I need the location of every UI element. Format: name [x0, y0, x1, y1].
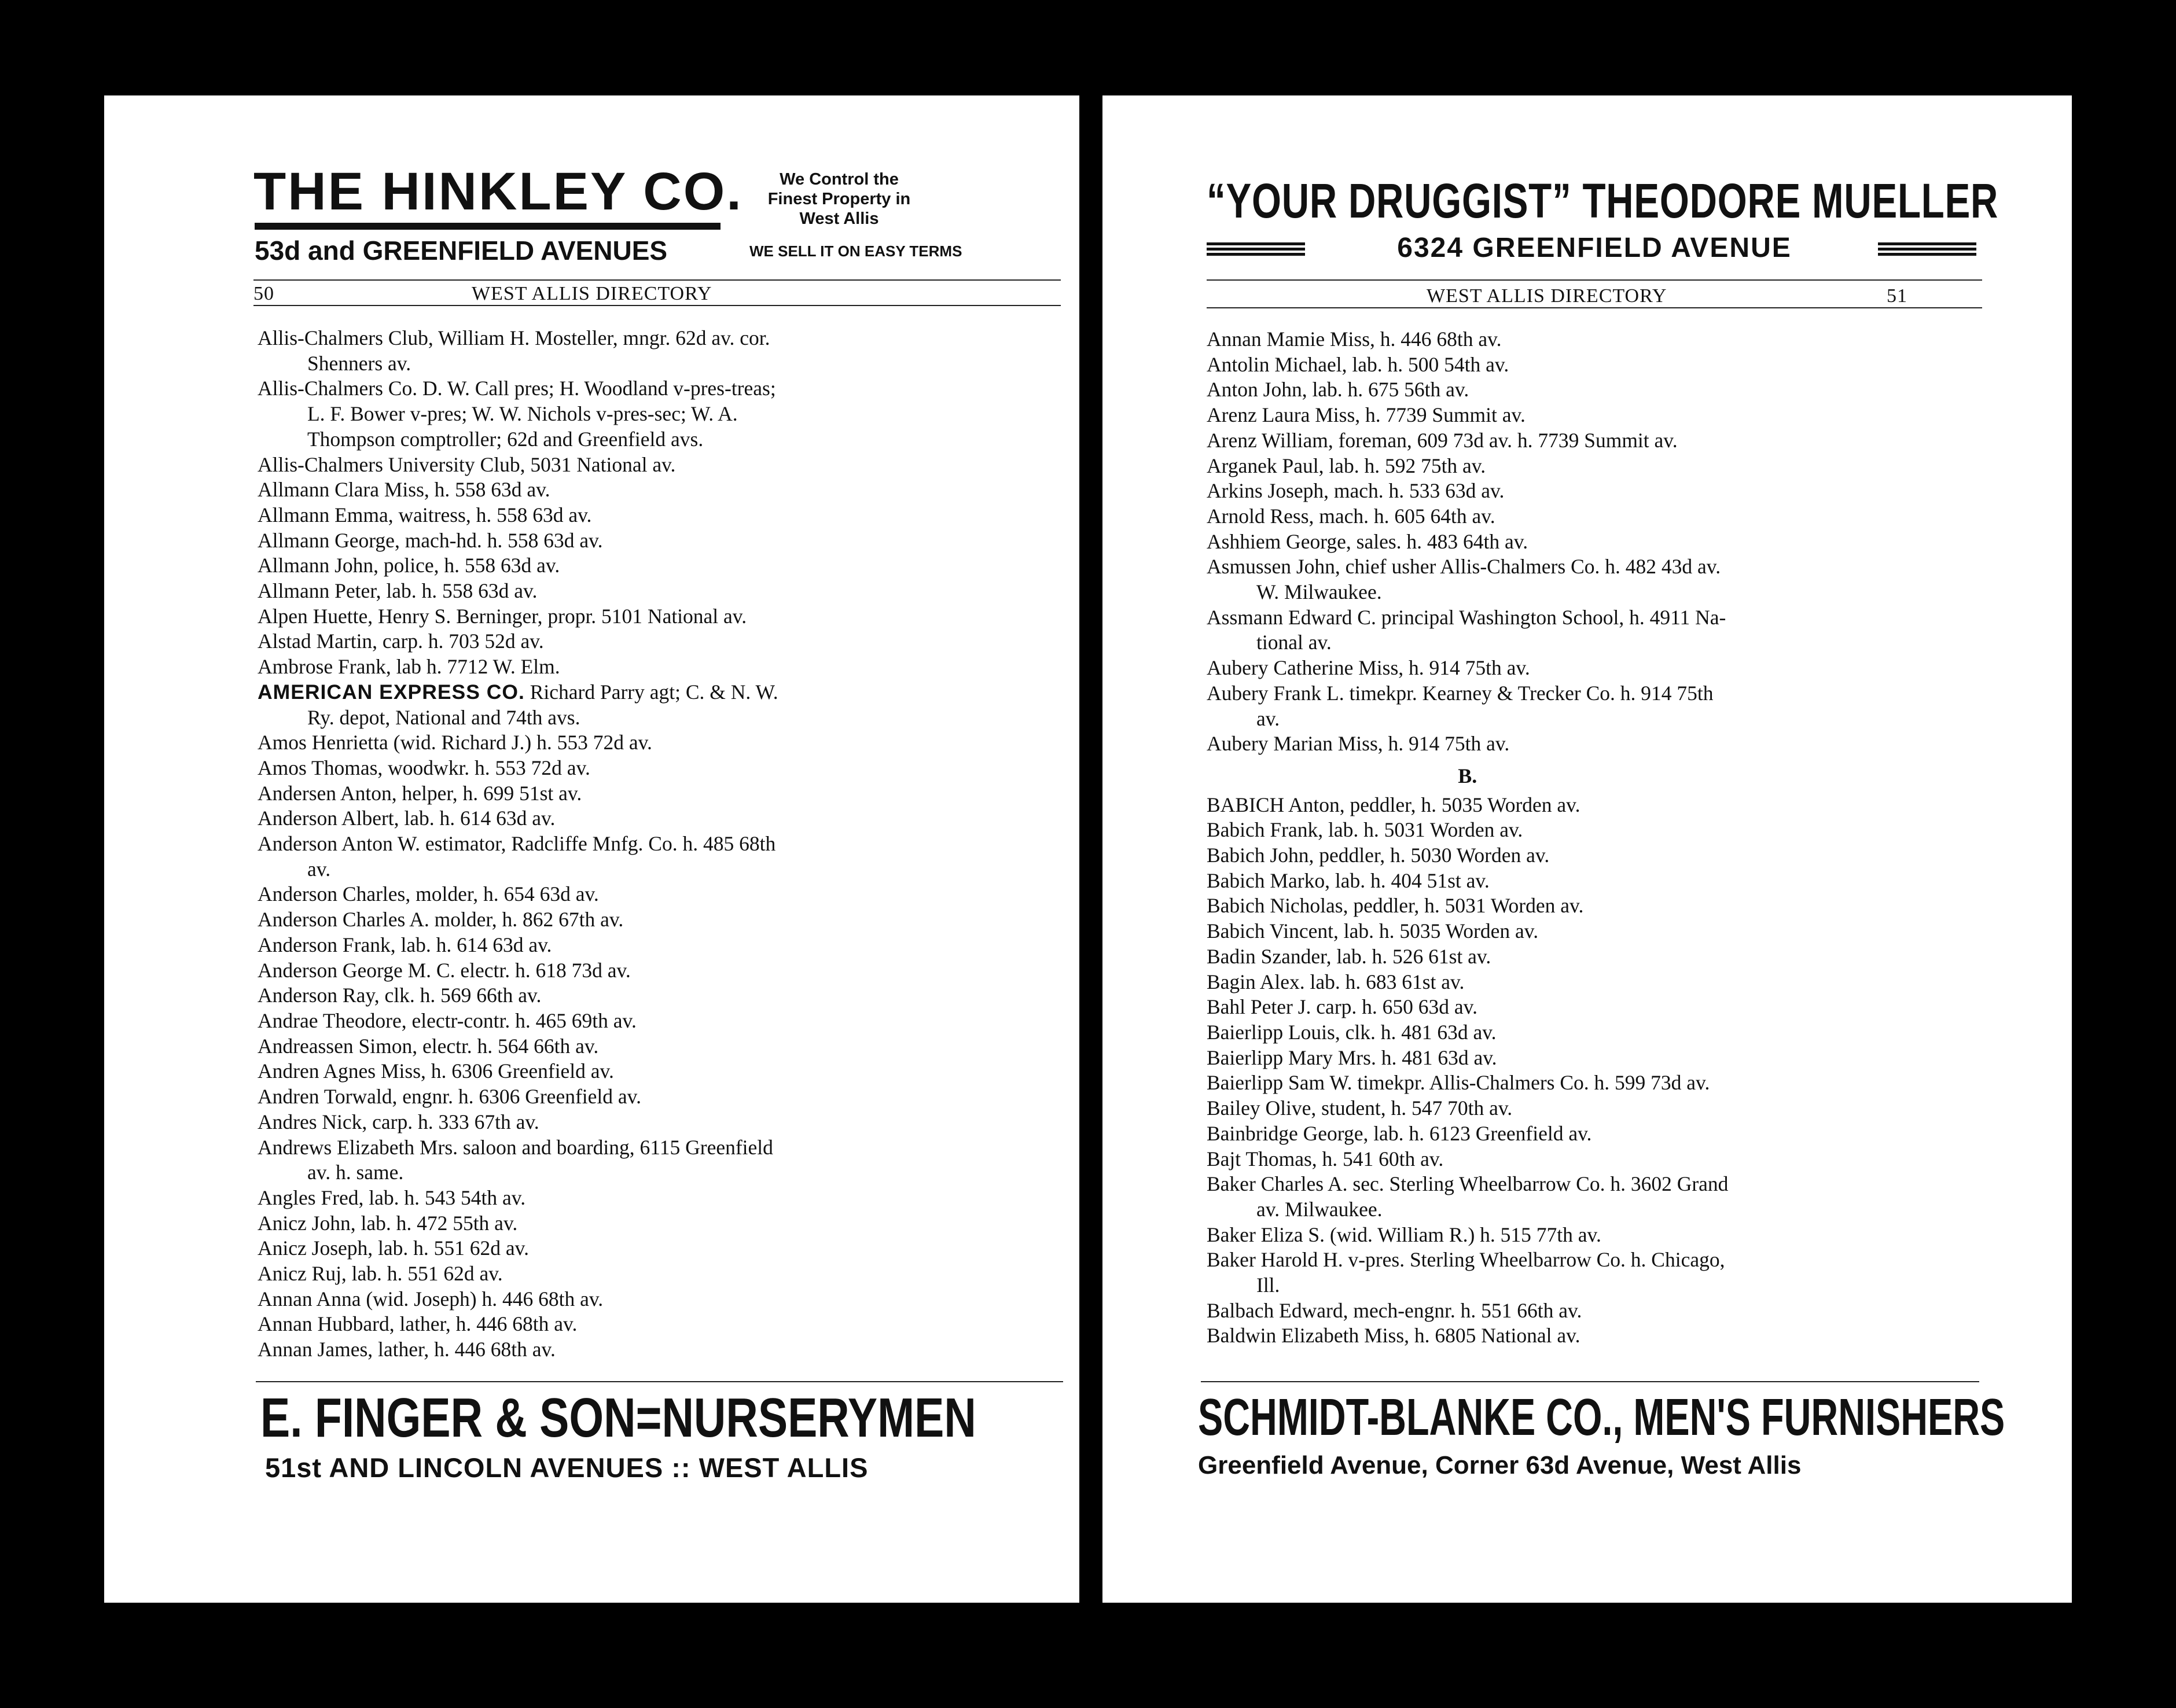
hinkley-tagline-line: Finest Property in — [767, 190, 911, 208]
page-number: 51 — [1887, 285, 1907, 307]
directory-entry: Annan James, lather, h. 446 68th av. — [258, 1338, 556, 1361]
directory-entry: Allmann Peter, lab. h. 558 63d av. — [258, 579, 538, 603]
directory-entry: Andrae Theodore, electr-contr. h. 465 69th av. — [258, 1008, 637, 1032]
directory-entry-continuation: Shenners av. — [307, 351, 411, 375]
directory-entry: BABICH Anton, peddler, h. 5035 Worden av. — [1207, 793, 1580, 816]
directory-entry: Bainbridge George, lab. h. 6123 Greenfield av. — [1207, 1121, 1592, 1145]
directory-entry: Allmann Clara Miss, h. 558 63d av. — [258, 478, 550, 502]
directory-entry: Arenz Laura Miss, h. 7739 Summit av. — [1207, 403, 1526, 427]
hinkley-rule — [255, 223, 721, 230]
directory-entry: Anderson Anton W. estimator, Radcliffe Mnfg. Co. h. 485 68th — [258, 832, 776, 856]
directory-entry: Arnold Ress, mach. h. 605 64th av. — [1207, 504, 1495, 528]
directory-entry: Ashhiem George, sales. h. 483 64th av. — [1207, 529, 1528, 553]
directory-entry: Bailey Olive, student, h. 547 70th av. — [1207, 1096, 1513, 1120]
directory-entry-continuation: Ill. — [1256, 1273, 1280, 1297]
hinkley-terms: WE SELL IT ON EASY TERMS — [749, 242, 962, 260]
right-page — [1102, 95, 2072, 1603]
directory-entry: Annan Mamie Miss, h. 446 68th av. — [1207, 327, 1502, 351]
directory-entry: Anicz John, lab. h. 472 55th av. — [258, 1211, 518, 1235]
directory-entry: Baker Eliza S. (wid. William R.) h. 515 77th av. — [1207, 1223, 1601, 1246]
directory-entry: Arganek Paul, lab. h. 592 75th av. — [1207, 454, 1486, 477]
directory-entry: Anderson Ray, clk. h. 569 66th av. — [258, 984, 542, 1007]
directory-entry: Anderson Albert, lab. h. 614 63d av. — [258, 807, 556, 830]
directory-entry: Anderson Frank, lab. h. 614 63d av. — [258, 933, 552, 956]
directory-entry: Baker Charles A. sec. Sterling Wheelbarrow Co. h. 3602 Grand — [1207, 1172, 1729, 1196]
directory-entry: Baldwin Elizabeth Miss, h. 6805 National av. — [1207, 1324, 1580, 1348]
directory-entry: Ambrose Frank, lab h. 7712 W. Elm. — [258, 655, 560, 679]
header-rule — [253, 279, 1061, 281]
hinkley-tagline — [744, 170, 935, 229]
directory-entry: Angles Fred, lab. h. 543 54th av. — [258, 1186, 526, 1209]
directory-entry: Anton John, lab. h. 675 56th av. — [1207, 378, 1469, 402]
footer-rule — [256, 1381, 1063, 1382]
directory-entry: Alpen Huette, Henry S. Berninger, propr. 5101 National av. — [258, 604, 747, 628]
directory-entry-firm — [258, 680, 778, 705]
directory-entry: Babich Vincent, lab. h. 5035 Worden av. — [1207, 919, 1539, 943]
directory-entry: Aubery Marian Miss, h. 914 75th av. — [1207, 732, 1510, 756]
directory-entry: Bagin Alex. lab. h. 683 61st av. — [1207, 970, 1465, 993]
directory-entry: Arkins Joseph, mach. h. 533 63d av. — [1207, 479, 1505, 503]
directory-entry: Baierlipp Sam W. timekpr. Allis-Chalmers Co. h. 599 73d av. — [1207, 1071, 1710, 1095]
directory-entry: Balbach Edward, mech-engnr. h. 551 66th av. — [1207, 1298, 1582, 1322]
schmidt-ad-address: Greenfield Avenue, Corner 63d Avenue, West Allis — [1198, 1451, 1802, 1479]
directory-entry: Allmann Emma, waitress, h. 558 63d av. — [258, 503, 592, 527]
directory-entry: Babich John, peddler, h. 5030 Worden av. — [1207, 844, 1550, 867]
directory-entry: Allis-Chalmers University Club, 5031 National av. — [258, 452, 676, 476]
directory-entry: Babich Frank, lab. h. 5031 Worden av. — [1207, 818, 1523, 842]
druggist-address: 6324 GREENFIELD AVENUE — [1397, 233, 1792, 263]
finger-ad-address: 51st AND LINCOLN AVENUES :: WEST ALLIS — [265, 1452, 869, 1483]
directory-entry: Andersen Anton, helper, h. 699 51st av. — [258, 781, 582, 805]
directory-entry: Allmann John, police, h. 558 63d av. — [258, 554, 560, 577]
running-title: WEST ALLIS DIRECTORY — [472, 283, 712, 304]
directory-entry: Babich Nicholas, peddler, h. 5031 Worden av. — [1207, 894, 1584, 918]
directory-entry: Badin Szander, lab. h. 526 61st av. — [1207, 944, 1491, 968]
directory-entry: Antolin Michael, lab. h. 500 54th av. — [1207, 352, 1509, 376]
directory-entry-continuation: W. Milwaukee. — [1256, 580, 1382, 604]
directory-entry: Baierlipp Louis, clk. h. 481 63d av. — [1207, 1020, 1497, 1044]
directory-entry: Bahl Peter J. carp. h. 650 63d av. — [1207, 995, 1477, 1019]
hinkley-tagline-line: We Control the — [780, 170, 899, 189]
directory-entry: Assmann Edward C. principal Washington School, h. 4911 Na- — [1207, 605, 1726, 629]
directory-entry: Amos Henrietta (wid. Richard J.) h. 553 72d av. — [258, 731, 652, 754]
hinkley-address: 53d and GREENFIELD AVENUES — [255, 235, 668, 266]
section-letter: B. — [1458, 764, 1477, 787]
directory-entry: Alstad Martin, carp. h. 703 52d av. — [258, 630, 544, 653]
directory-entry: Anicz Joseph, lab. h. 551 62d av. — [258, 1236, 529, 1260]
directory-entry: Amos Thomas, woodwkr. h. 553 72d av. — [258, 756, 590, 779]
directory-entry: Allmann George, mach-hd. h. 558 63d av. — [258, 528, 603, 552]
directory-entry: Bajt Thomas, h. 541 60th av. — [1207, 1147, 1444, 1170]
directory-entry: Andrews Elizabeth Mrs. saloon and boarding, 6115 Greenfield — [258, 1135, 773, 1159]
directory-entry: Andren Agnes Miss, h. 6306 Greenfield av. — [258, 1059, 614, 1083]
header-rule — [1207, 279, 1982, 281]
header-rule — [1207, 307, 1982, 308]
schmidt-ad-name: SCHMIDT-BLANKE CO., MEN'S FURNISHERS — [1198, 1389, 2005, 1446]
directory-entry: Asmussen John, chief usher Allis-Chalmers Co. h. 482 43d av. — [1207, 555, 1721, 579]
directory-entry: Anderson George M. C. electr. h. 618 73d av. — [258, 958, 631, 982]
directory-entry: Allis-Chalmers Co. D. W. Call pres; H. Woodland v-pres-treas; — [258, 377, 776, 400]
directory-entry: Annan Hubbard, lather, h. 446 68th av. — [258, 1312, 578, 1336]
directory-entry: Babich Marko, lab. h. 404 51st av. — [1207, 868, 1490, 892]
firm-details: Richard Parry agt; C. & N. W. — [530, 680, 778, 704]
decorative-bars — [1878, 242, 1976, 256]
directory-entry: Annan Anna (wid. Joseph) h. 446 68th av. — [258, 1287, 604, 1311]
directory-entry-continuation: Thompson comptroller; 62d and Greenfield avs. — [307, 427, 704, 451]
directory-entries — [258, 326, 778, 1363]
directory-entry-continuation: av. Milwaukee. — [1256, 1197, 1383, 1221]
directory-entry-continuation: av. — [1256, 706, 1280, 730]
footer-rule — [1201, 1381, 1979, 1382]
druggist-ad-name: “YOUR DRUGGIST” THEODORE MUELLER — [1207, 174, 1999, 228]
directory-entry: Aubery Catherine Miss, h. 914 75th av. — [1207, 656, 1530, 680]
directory-entry-continuation: Ry. depot, National and 74th avs. — [307, 705, 580, 729]
directory-entry-continuation: av. — [307, 857, 331, 881]
directory-entry: Baierlipp Mary Mrs. h. 481 63d av. — [1207, 1046, 1497, 1069]
firm-name: AMERICAN EXPRESS CO. — [258, 680, 525, 704]
directory-entry: Anicz Ruj, lab. h. 551 62d av. — [258, 1262, 503, 1286]
directory-entry: Anderson Charles, molder, h. 654 63d av. — [258, 882, 599, 906]
directory-entry: Arenz William, foreman, 609 73d av. h. 7739 Summit av. — [1207, 428, 1678, 452]
directory-entry: Anderson Charles A. molder, h. 862 67th av. — [258, 908, 624, 932]
directory-entry-continuation: av. h. same. — [307, 1161, 404, 1184]
directory-entry-continuation: tional av. — [1256, 631, 1332, 654]
directory-entry: Baker Harold H. v-pres. Sterling Wheelbarrow Co. h. Chicago, — [1207, 1248, 1725, 1272]
directory-entry: Allis-Chalmers Club, William H. Mosteller, mngr. 62d av. cor. — [258, 326, 770, 349]
directory-entry: Andres Nick, carp. h. 333 67th av. — [258, 1110, 539, 1133]
directory-entry: Andren Torwald, engnr. h. 6306 Greenfield av. — [258, 1085, 641, 1109]
hinkley-company-name: THE HINKLEY CO. — [253, 162, 743, 221]
directory-entry-continuation: L. F. Bower v-pres; W. W. Nichols v-pres-sec; W. A. — [307, 402, 738, 426]
header-rule — [253, 305, 1061, 306]
finger-ad-name: E. FINGER & SON=NURSERYMEN — [260, 1387, 976, 1449]
druggist-address-line — [1207, 234, 1982, 264]
directory-entries — [1207, 327, 1728, 1349]
page-number: 50 — [253, 283, 274, 304]
running-title: WEST ALLIS DIRECTORY — [1427, 285, 1667, 307]
decorative-bars — [1207, 242, 1305, 256]
hinkley-tagline-line: West Allis — [799, 209, 879, 228]
directory-entry: Andreassen Simon, electr. h. 564 66th av. — [258, 1034, 599, 1058]
left-page — [104, 95, 1079, 1603]
directory-entry: Aubery Frank L. timekpr. Kearney & Trecker Co. h. 914 75th — [1207, 681, 1714, 705]
